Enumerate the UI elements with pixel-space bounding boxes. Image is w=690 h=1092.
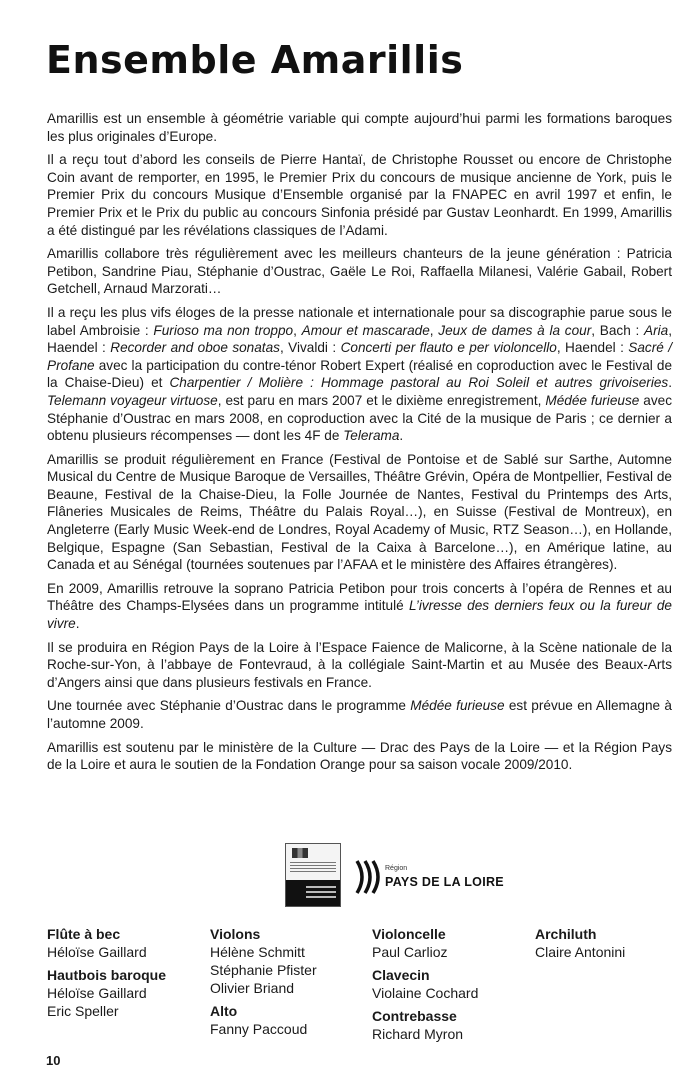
text-run: Amarillis se produit régulièrement en France (Festival de Pontoise et de Sablé sur Sarthe, Automne Musical du Centre de Musique Baroque de Versailles, Théâtre Grévin, Opéra de Montpellier, Festival de Beaune, Festival de la Chaise-Dieu, la Folle Journée de Nantes, Festival du Printemps des Arts, Flâneries Musicales de Reims, Théâtre du Palais Royal…), en Suisse (Festival de Montreux), en Angleterre (Early Music Week-end de Londres, Royal Academy of Music, RTZ Season…), en Hollande, Belgique, Espagne (San Sebastian, Festival de la Caixa à Barcelone…), en Amérique latine, au Canada et au Sénégal (tournées soutenues par l’AFAA et le ministère des Affaires étrangères).	[47, 451, 672, 573]
text-run: En 2009, Amarillis retrouve la soprano Patricia Petibon pour trois concerts à l’opéra de Rennes et au Théâtre des Champs-Elysées dans un programme intitulé	[47, 580, 672, 614]
instrument-group	[372, 1007, 478, 1043]
paragraph	[47, 639, 672, 692]
italic-title: Telemann voyageur virtuose	[47, 392, 218, 408]
italic-title: Charpentier / Molière : Hommage pastoral au Roi Soleil et autres grivoiseries	[169, 375, 669, 391]
instrument-group	[372, 925, 478, 961]
text-run: avec la participation du contre-ténor Robert Expert (réalisé en coproduction avec le Festival de la Chaise-Dieu) et	[47, 357, 672, 391]
credits-column	[372, 925, 478, 1048]
text-run: avec Stéphanie d’Oustrac en mars 2008, en coproduction avec la Cité de la musique de Paris ; ce dernier a obtenu plusieurs récompenses — dont les 4F de	[47, 392, 672, 444]
italic-title: Aria	[644, 322, 669, 338]
paragraph	[47, 245, 672, 298]
text-run: Il se produira en Région Pays de la Loire à l’Espace Faience de Malicorne, à la Scène nationale de la Roche-sur-Yon, à l’abbaye de Fontevraud, à la collégiale Saint-Martin et au Musée des Beaux-Arts d’Angers ainsi que dans plusieurs festivals en France.	[47, 639, 672, 690]
italic-title: Jeux de dames à la cour	[438, 322, 592, 338]
italic-title: Telerama	[343, 428, 400, 444]
text-run: , Vivaldi :	[279, 340, 341, 356]
region-label-name: PAYS DE LA LOIRE	[385, 875, 504, 889]
sponsor-logos	[285, 843, 515, 905]
musician-name: Paul Carlioz	[372, 944, 448, 960]
text-run: Amarillis est un ensemble à géométrie variable qui compte aujourd’hui parmi les formations baroques les plus originales d’Europe.	[47, 111, 672, 144]
instrument-group	[535, 925, 625, 961]
instrument-name: Contrebasse	[372, 1008, 457, 1024]
text-run: , est paru en mars 2007 et le dixième enregistrement,	[217, 392, 546, 408]
musician-name: Héloïse Gaillard	[47, 985, 147, 1001]
credits-column	[210, 925, 317, 1043]
italic-title: Concerti per flauto e per violoncello	[340, 340, 557, 356]
instrument-group	[210, 925, 317, 997]
paragraph	[47, 304, 672, 445]
italic-title: Recorder and oboe sonatas	[110, 340, 280, 356]
italic-title: L’ivresse des derniers feux ou la fureur de vivre	[47, 598, 672, 632]
instrument-name: Clavecin	[372, 967, 430, 983]
musician-name: Stéphanie Pfister	[210, 962, 317, 978]
musician-name: Claire Antonini	[535, 944, 626, 960]
text-run: .	[399, 428, 404, 444]
paragraph	[47, 451, 672, 574]
paragraph	[47, 697, 672, 732]
credits-column	[535, 925, 625, 966]
musician-name: Hélène Schmitt	[210, 944, 305, 960]
ministere-culture-logo	[285, 843, 341, 907]
instrument-name: Violoncelle	[372, 926, 446, 942]
paragraph	[47, 580, 672, 633]
musician-name: Eric Speller	[47, 1003, 119, 1019]
region-chevron-icon	[355, 857, 383, 897]
page-title: Ensemble Amarillis	[46, 38, 464, 82]
page-number: 10	[46, 1053, 61, 1068]
text-run: Il a reçu tout d’abord les conseils de Pierre Hantaï, de Christophe Rousset ou encore de Christophe Coin avant de remporter, en 1995, le Premier Prix du concours de musique ancienne de York, puis le Premier Prix du concours Musique d’Ensemble organisé par la FNAPEC en avril 1997 et enfin, le Premier Prix et le Prix du public au concours Sinfonia présidé par Gustav Leonhardt. En 1999, Amarillis a été distingué par les révélations classiques de l’Adami.	[47, 152, 672, 238]
italic-title: Médée furieuse	[410, 698, 505, 714]
instrument-name: Archiluth	[535, 926, 597, 942]
instrument-group	[47, 966, 166, 1020]
region-label-small: Région	[385, 865, 408, 872]
instrument-name: Flûte à bec	[47, 926, 121, 942]
paragraph	[47, 151, 672, 239]
text-run: , Bach :	[591, 322, 645, 338]
instrument-name: Alto	[210, 1003, 238, 1019]
text-run: est prévue en Allemagne à l’automne 2009.	[47, 698, 672, 731]
text-run: Amarillis est soutenu par le ministère de la Culture — Drac des Pays de la Loire — et la Région Pays de la Loire et aura le soutien de la Fondation Orange pour sa saison vocale 2009/2010.	[47, 739, 672, 773]
text-run: ,	[293, 322, 302, 338]
region-pays-de-la-loire-logo	[355, 857, 515, 897]
text-run: .	[668, 375, 672, 391]
instrument-name: Violons	[210, 926, 261, 942]
text-run: .	[75, 616, 80, 632]
text-run: Amarillis collabore très régulièrement avec les meilleurs chanteurs de la jeune génération : Patricia Petibon, Sandrine Piau, Stéphanie d’Oustrac, Gaële Le Roi, Raffaella Milanesi, Valérie Gabail, Robert Getchell, Arnaud Marzorati…	[47, 246, 672, 297]
instrument-group	[47, 925, 166, 961]
italic-title: Médée furieuse	[545, 392, 640, 408]
biography-text	[47, 110, 672, 780]
text-run: , Haendel :	[47, 322, 672, 356]
text-run: Il a reçu les plus vifs éloges de la presse nationale et internationale pour sa discographie parue sous le label Ambroisie :	[47, 304, 672, 338]
italic-title: Amour et mascarade	[301, 322, 430, 338]
instrument-group	[210, 1002, 317, 1038]
musician-name: Olivier Briand	[210, 980, 295, 996]
italic-title: Sacré / Profane	[47, 340, 673, 373]
instrument-name: Hautbois baroque	[47, 967, 167, 983]
paragraph	[47, 739, 672, 774]
musician-name: Héloïse Gaillard	[47, 944, 147, 960]
text-run: ,	[429, 322, 439, 338]
musician-name: Fanny Paccoud	[210, 1021, 308, 1037]
marianne-flag-mark	[292, 848, 308, 858]
ministere-text-lines	[290, 862, 336, 872]
text-run: Une tournée avec Stéphanie d’Oustrac dans le programme	[47, 698, 411, 714]
culture-text-lines	[306, 886, 336, 900]
italic-title: Furioso ma non troppo	[153, 322, 294, 338]
instrument-group	[372, 966, 478, 1002]
credits-column	[47, 925, 166, 1025]
musician-name: Richard Myron	[372, 1026, 464, 1042]
musician-name: Violaine Cochard	[372, 985, 479, 1001]
text-run: , Haendel :	[556, 340, 629, 356]
paragraph	[47, 110, 672, 145]
